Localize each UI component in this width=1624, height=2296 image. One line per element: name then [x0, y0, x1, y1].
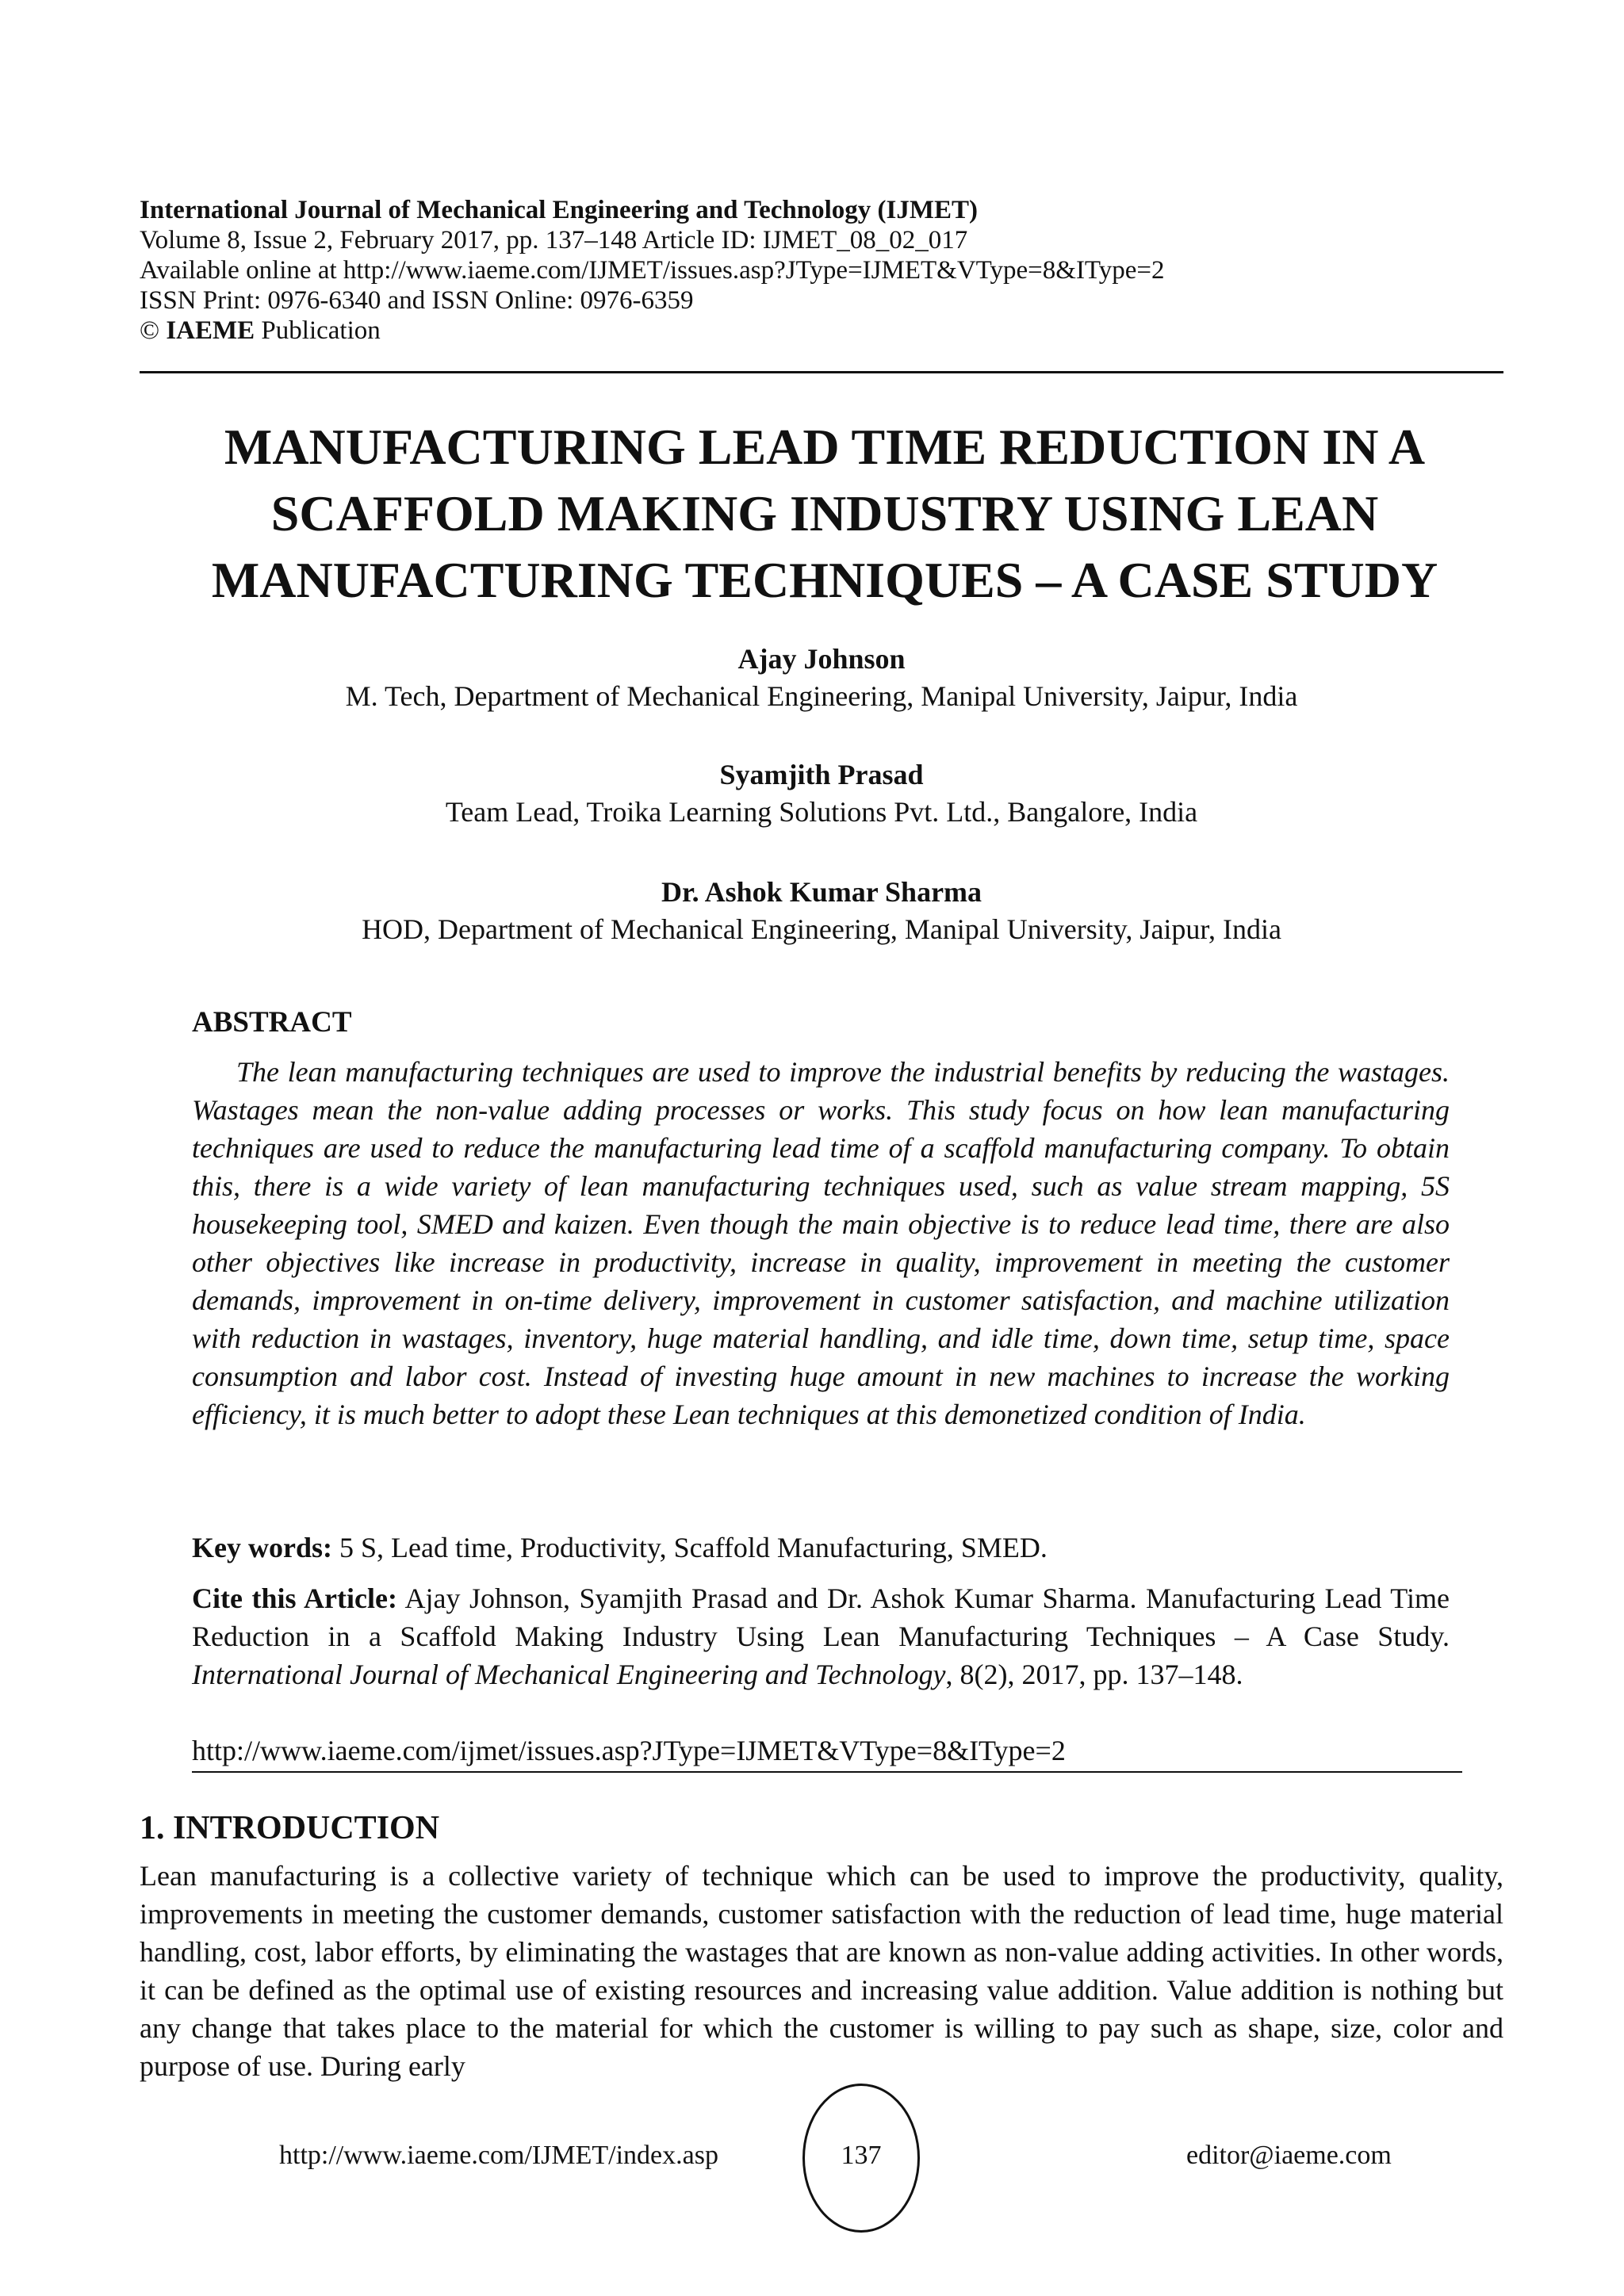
- paper-title: [111, 414, 1538, 614]
- keywords: [192, 1529, 1450, 1567]
- publisher-name: IAEME: [166, 316, 255, 345]
- copyright-symbol: ©: [140, 316, 160, 345]
- title-line-3: MANUFACTURING TECHNIQUES – A CASE STUDY: [211, 552, 1438, 608]
- author-name: Ajay Johnson: [737, 643, 906, 675]
- available-online: Available online at http://www.iaeme.com/IJMET/issues.asp?JType=IJMET&VType=8&IType=2: [140, 256, 1165, 285]
- citation-divider: [192, 1771, 1462, 1773]
- journal-header: [140, 195, 1503, 346]
- publisher-suffix: Publication: [261, 316, 381, 345]
- author-1: [140, 641, 1503, 715]
- journal-title: International Journal of Mechanical Engineering and Technology (IJMET): [140, 196, 978, 224]
- citation-journal: International Journal of Mechanical Engineering and Technology: [192, 1659, 946, 1690]
- footer-email[interactable]: editor@iaeme.com: [1186, 2141, 1392, 2170]
- citation-details: , 8(2), 2017, pp. 137–148.: [945, 1659, 1243, 1690]
- title-line-2: SCAFFOLD MAKING INDUSTRY USING LEAN: [270, 485, 1379, 541]
- author-3: [140, 874, 1503, 948]
- citation-text: Ajay Johnson, Syamjith Prasad and Dr. Ashok Kumar Sharma. Manufacturing Lead Time Reduction in a Scaffold Making Industry Using Lean Manufacturing Techniques – A Case Study.: [192, 1582, 1450, 1652]
- citation-url[interactable]: http://www.iaeme.com/ijmet/issues.asp?JType=IJMET&VType=8&IType=2: [192, 1735, 1066, 1766]
- author-affiliation: HOD, Department of Mechanical Engineering, Manipal University, Jaipur, India: [362, 913, 1281, 945]
- header-divider: [140, 371, 1503, 373]
- citation-label: Cite this Article:: [192, 1582, 397, 1614]
- keywords-label: Key words:: [192, 1532, 332, 1563]
- title-line-1: MANUFACTURING LEAD TIME REDUCTION IN A: [224, 419, 1426, 475]
- citation: [192, 1579, 1450, 1693]
- page-number: 137: [841, 2141, 882, 2170]
- introduction-text: Lean manufacturing is a collective variety of technique which can be used to improve the productivity, quality, improvements in meeting the customer demands, customer satisfaction with the reduction of lead time, huge material handling, cost, labor efforts, by eliminating the wastages that are known as non-value adding activities. In other words, it can be defined as the optimal use of existing resources and increasing value addition. Value addition is nothing but any change that takes place to the material for which the customer is willing to pay such as shape, size, color and purpose of use. During early: [140, 1860, 1503, 2082]
- keywords-text: 5 S, Lead time, Productivity, Scaffold Manufacturing, SMED.: [339, 1532, 1048, 1563]
- author-2: [140, 756, 1503, 831]
- footer-url[interactable]: http://www.iaeme.com/IJMET/index.asp: [279, 2141, 718, 2170]
- publisher-line: [140, 316, 1503, 346]
- author-name: Dr. Ashok Kumar Sharma: [661, 876, 982, 908]
- author-name: Syamjith Prasad: [719, 759, 924, 790]
- issn-info: ISSN Print: 0976-6340 and ISSN Online: 0976-6359: [140, 286, 694, 315]
- author-affiliation: M. Tech, Department of Mechanical Engineering, Manipal University, Jaipur, India: [345, 680, 1298, 712]
- volume-info: Volume 8, Issue 2, February 2017, pp. 137–148 Article ID: IJMET_08_02_017: [140, 226, 968, 254]
- abstract-heading: ABSTRACT: [192, 1006, 352, 1039]
- introduction-heading: 1. INTRODUCTION: [140, 1810, 440, 1846]
- abstract-text: The lean manufacturing techniques are used to improve the industrial benefits by reducing the wastages. Wastages mean the non-value adding processes or works. This study focus on how lean manufacturing techniques are used to reduce the manufacturing lead time of a scaffold manufacturing company. To obtain this, there is a wide variety of lean manufacturing techniques used, such as value stream mapping, 5S housekeeping tool, SMED and kaizen. Even though the main objective is to reduce lead time, there are also other objectives like increase in productivity, increase in quality, improvement in meeting the customer demands, improvement in on-time delivery, improvement in customer satisfaction, and machine utilization with reduction in wastages, inventory, huge material handling, and idle time, down time, setup time, space consumption and labor cost. Instead of investing huge amount in new machines to increase the working efficiency, it is much better to adopt these Lean techniques at this demonetized condition of India.: [192, 1056, 1450, 1430]
- author-affiliation: Team Lead, Troika Learning Solutions Pvt. Ltd., Bangalore, India: [445, 796, 1198, 828]
